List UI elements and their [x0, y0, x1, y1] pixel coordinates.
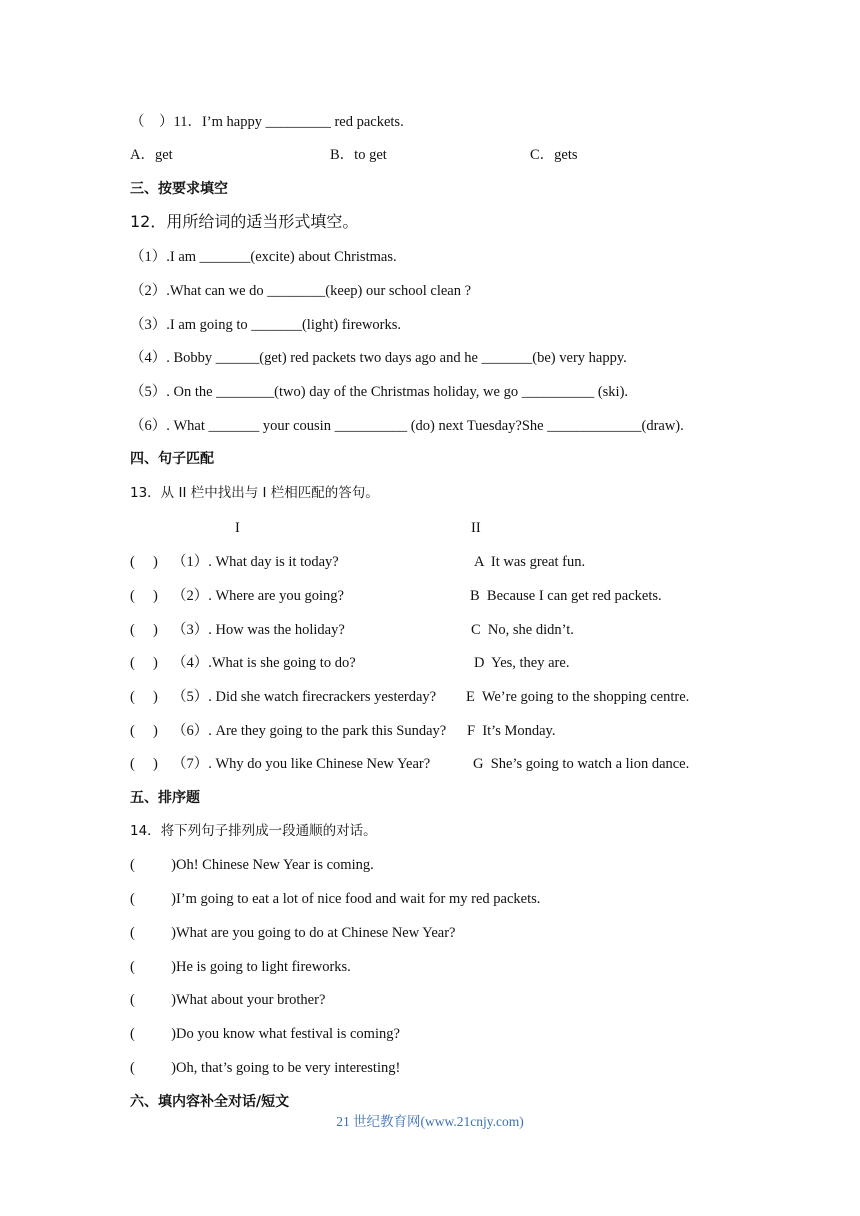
q12-item: （3）.I am going to _______(light) fireworks.: [130, 317, 402, 333]
match-left: （6）. Are they going to the park this Sunday?: [172, 723, 447, 739]
match-left: （5）. Did she watch firecrackers yesterday?: [172, 689, 437, 705]
section-5-heading: 五、排序题: [130, 790, 200, 806]
match-right: C No, she didn’t.: [471, 622, 574, 638]
section-3-heading: 三、按要求填空: [130, 181, 228, 197]
section-6-heading: 六、填内容补全对话/短文: [130, 1094, 290, 1110]
order-blank: ( ): [130, 1026, 176, 1042]
q12-item: （5）. On the ________(two) day of the Christmas holiday, we go __________ (ski).: [130, 384, 629, 400]
question-11-stem: （ ）11．I’m happy _________ red packets.: [130, 114, 404, 130]
question-12-title: 12．用所给词的适当形式填空。: [130, 212, 359, 231]
order-item: What about your brother?: [176, 992, 326, 1008]
q12-item: （6）. What _______ your cousin __________ (do) next Tuesday?She _____________(draw).: [130, 418, 684, 434]
match-right: B Because I can get red packets.: [470, 588, 662, 604]
match-blank: ( ): [130, 689, 158, 705]
match-right: A It was great fun.: [474, 554, 586, 570]
q12-item: （1）.I am _______(excite) about Christmas.: [130, 249, 397, 265]
order-blank: ( ): [130, 992, 176, 1008]
column-i-header: I: [235, 520, 240, 536]
q12-item: （4）. Bobby ______(get) red packets two days ago and he _______(be) very happy.: [130, 350, 627, 366]
order-blank: ( ): [130, 891, 176, 907]
match-left: （7）. Why do you like Chinese New Year?: [172, 756, 431, 772]
order-blank: ( ): [130, 959, 176, 975]
question-14-title: 14．将下列句子排列成一段通顺的对话。: [130, 823, 377, 839]
match-right: F It’s Monday.: [467, 723, 556, 739]
order-item: What are you going to do at Chinese New Year?: [176, 925, 456, 941]
column-ii-header: II: [471, 520, 481, 536]
order-blank: ( ): [130, 1060, 176, 1076]
option-c: C．gets: [530, 147, 578, 163]
match-blank: ( ): [130, 622, 158, 638]
order-item: He is going to light fireworks.: [176, 959, 351, 975]
q12-item: （2）.What can we do ________(keep) our school clean ?: [130, 283, 472, 299]
order-item: Do you know what festival is coming?: [176, 1026, 400, 1042]
match-left: （4）.What is she going to do?: [172, 655, 356, 671]
order-blank: ( ): [130, 925, 176, 941]
option-a: A．get: [130, 147, 173, 163]
option-b: B．to get: [330, 147, 387, 163]
match-right: G She’s going to watch a lion dance.: [473, 756, 690, 772]
order-item: Oh, that’s going to be very interesting!: [176, 1060, 401, 1076]
question-13-title: 13．从 II 栏中找出与 I 栏相匹配的答句。: [130, 485, 379, 501]
order-blank: ( ): [130, 857, 176, 873]
match-right: D Yes, they are.: [474, 655, 570, 671]
match-blank: ( ): [130, 756, 158, 772]
match-left: （1）. What day is it today?: [172, 554, 339, 570]
order-item: I’m going to eat a lot of nice food and wait for my red packets.: [176, 891, 541, 907]
match-blank: ( ): [130, 554, 158, 570]
page-footer: 21 世纪教育网(www.21cnjy.com): [336, 1114, 524, 1129]
match-blank: ( ): [130, 655, 158, 671]
match-right: E We’re going to the shopping centre.: [466, 689, 690, 705]
match-left: （2）. Where are you going?: [172, 588, 344, 604]
match-left: （3）. How was the holiday?: [172, 622, 345, 638]
match-blank: ( ): [130, 588, 158, 604]
section-4-heading: 四、句子匹配: [130, 451, 214, 467]
order-item: Oh! Chinese New Year is coming.: [176, 857, 374, 873]
match-blank: ( ): [130, 723, 158, 739]
